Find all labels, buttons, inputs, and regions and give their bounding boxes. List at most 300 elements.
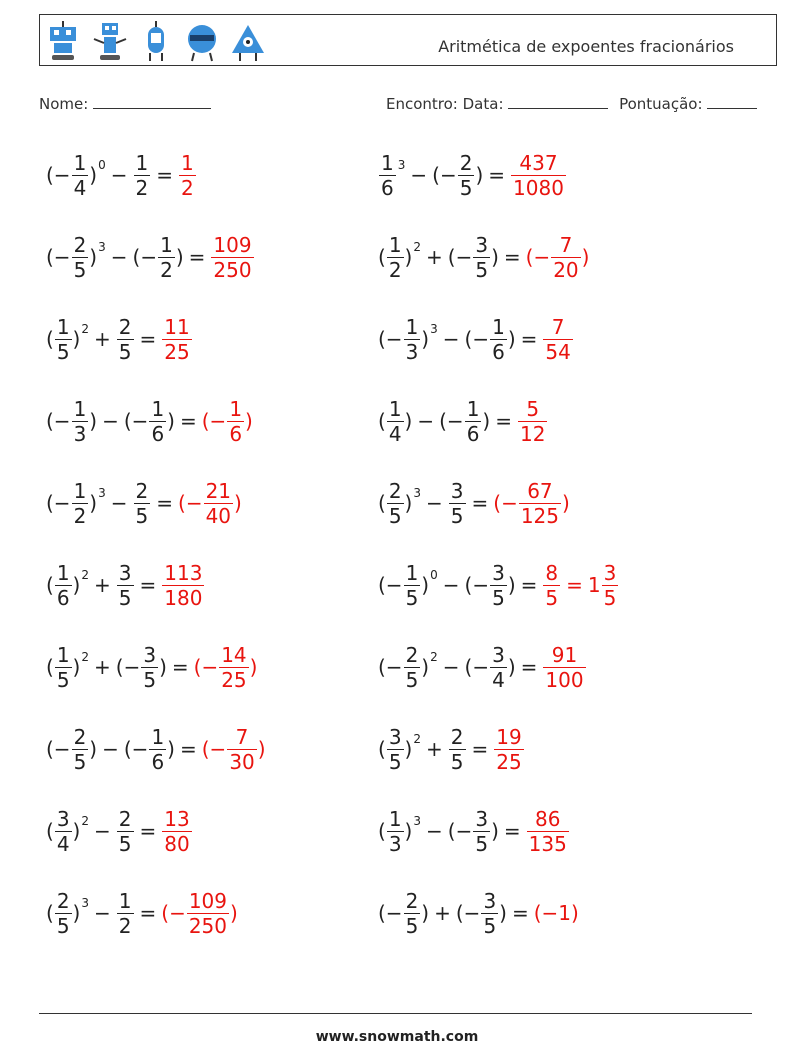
numerator: 109 [188,888,228,913]
equals-sign: = [179,737,197,761]
denominator: 5 [450,503,464,528]
paren-open: (− [201,737,227,761]
numerator: 7 [559,232,573,257]
denominator: 5 [483,913,497,938]
denominator: 5 [73,257,87,282]
denominator: 5 [388,503,402,528]
paren-open: (− [464,327,490,351]
problem-7 [46,393,253,449]
paren-close: ) [167,409,175,433]
paren-close: ) [89,409,98,433]
fraction [158,233,175,282]
paren-close: ) [234,491,242,515]
denominator: 5 [56,913,70,938]
fraction [404,561,421,610]
fraction [179,151,196,200]
paren-close: ) [159,655,167,679]
fraction [72,233,89,282]
paren-open: (− [46,737,71,761]
denominator: 80 [164,831,190,856]
fraction [134,151,151,200]
exponent: 2 [81,568,89,582]
paren-close: ) [421,901,430,925]
answer [178,479,242,528]
problem-16 [378,721,525,777]
numerator: 2 [135,478,149,503]
denominator: 6 [229,421,243,446]
fraction [227,725,256,774]
paren-open: (− [455,901,481,925]
denominator: 4 [73,175,87,200]
fraction [465,397,482,446]
paren-open: (− [378,901,403,925]
exponent: 3 [98,486,106,500]
denominator: 5 [603,585,617,610]
fraction [473,807,490,856]
denominator: 5 [405,585,419,610]
problem-19 [46,885,238,941]
problem-20 [378,885,579,941]
numerator: 1 [73,396,87,421]
fraction [387,725,404,774]
numerator: 1 [73,150,87,175]
paren-open: (− [447,819,473,843]
paren-close: ) [491,245,499,269]
operator: − [442,573,460,597]
paren-close: ) [89,491,98,515]
denominator: 5 [475,831,489,856]
paren-close: ) [72,901,81,925]
operator: − [426,819,443,843]
numerator: 109 [213,232,252,257]
numerator: 3 [56,806,70,831]
numerator: 14 [221,642,247,667]
fraction [187,889,229,938]
denominator: 250 [213,257,252,282]
problem-1 [46,147,197,203]
equals-sign: = [139,901,157,925]
page-title: Aritmética de expoentes fracionários [438,37,734,56]
problem-10 [378,475,570,531]
numerator: 1 [388,806,402,831]
fraction [72,397,89,446]
paren-open: ( [378,245,386,269]
numerator: 1 [388,396,402,421]
denominator: 4 [56,831,70,856]
problem-15 [46,721,266,777]
operator: − [94,901,111,925]
fraction [551,233,580,282]
fraction [527,807,569,856]
numerator: 2 [405,888,419,913]
paren-close: ) [175,245,184,269]
numerator: 13 [164,806,190,831]
denominator: 5 [405,913,419,938]
fraction [211,233,253,282]
paren-close: ) [72,655,81,679]
denominator: 180 [164,585,203,610]
exponent: 3 [413,814,421,828]
equals-sign: = [503,245,521,269]
fraction [518,397,547,446]
fraction [55,807,72,856]
numerator: 437 [519,150,558,175]
fraction [494,725,523,774]
paren-close: ) [72,819,81,843]
fraction [602,561,619,610]
denominator: 54 [545,339,571,364]
denominator: 6 [466,421,480,446]
numerator: 3 [475,232,489,257]
paren-close: ) [404,409,413,433]
denominator: 5 [459,175,473,200]
paren-close: ) [245,409,253,433]
equals-sign: = [488,163,506,187]
problem-2 [378,147,567,203]
fraction [117,807,134,856]
paren-close: ) [507,327,516,351]
paren-close: ) [167,737,175,761]
fraction [204,479,233,528]
denominator: 5 [475,257,489,282]
fraction [117,889,134,938]
operator: − [417,409,435,433]
numerator: 1 [160,232,173,257]
exponent: 2 [413,240,421,254]
answer [526,807,570,856]
numerator: 3 [483,888,497,913]
equals-sign: = [179,409,197,433]
numerator: 3 [450,478,464,503]
paren-open: (− [161,901,186,925]
paren-open: (− [464,655,490,679]
fraction [490,643,507,692]
paren-close: ) [562,491,570,515]
denominator: 5 [405,667,419,692]
denominator: 5 [118,339,132,364]
numerator: 21 [205,478,232,503]
denominator: 5 [450,749,464,774]
denominator: 2 [388,257,402,282]
exponent: 0 [430,568,438,582]
problem-14 [378,639,587,695]
paren-close: ) [230,901,238,925]
denominator: 20 [553,257,579,282]
denominator: 2 [181,175,194,200]
answer [510,151,567,200]
numerator: 7 [551,314,565,339]
denominator: 3 [388,831,402,856]
numerator: 1 [118,888,132,913]
denominator: 5 [56,339,70,364]
operator: + [94,327,111,351]
answer [161,561,205,610]
fraction [449,479,466,528]
answer [526,233,590,282]
answer [542,643,586,692]
equals-sign: = [520,655,538,679]
denominator: 5 [388,749,402,774]
paren-close: ) [421,573,430,597]
fraction [219,643,248,692]
numerator: 1 [56,642,70,667]
numerator: 1 [405,560,419,585]
fraction [149,725,166,774]
denominator: 25 [221,667,247,692]
paren-close: ) [421,327,430,351]
numerator: 3 [475,806,489,831]
fraction [387,807,404,856]
denominator: 2 [135,175,149,200]
numerator: 1 [56,314,70,339]
problem-4 [378,229,589,285]
equals-sign: = [139,327,157,351]
problem-12 [378,557,619,613]
denominator: 5 [492,585,505,610]
paren-close: ) [507,573,516,597]
numerator: 11 [164,314,190,339]
denominator: 12 [520,421,546,446]
numerator: 3 [118,560,132,585]
problem-11 [46,557,205,613]
operator: − [442,655,460,679]
fraction [543,315,572,364]
numerator: 67 [527,478,553,503]
fraction [72,151,89,200]
equals-sign: = [156,491,174,515]
numerator: 1 [151,724,165,749]
operator: − [110,245,128,269]
numerator: 3 [143,642,157,667]
numerator: 3 [492,642,505,667]
paren-close: ) [89,163,98,187]
fraction [490,315,507,364]
fraction [404,315,421,364]
paren-close: ) [499,901,507,925]
whole-part: 1 [587,573,601,597]
denominator: 3 [73,421,87,446]
equals-sign: = [171,655,189,679]
numerator: 2 [73,724,87,749]
paren-open: (− [193,655,219,679]
denominator: 25 [164,339,190,364]
denominator: 6 [151,421,165,446]
fraction [55,315,72,364]
denominator: 5 [545,585,559,610]
numerator: 8 [545,560,559,585]
denominator: 2 [160,257,173,282]
numerator: 113 [164,560,203,585]
exponent: 3 [397,158,406,172]
score-label: Pontuação: [619,95,703,113]
equals-sign: = [511,901,529,925]
numerator: 1 [151,396,165,421]
paren-close: ) [482,409,491,433]
denominator: 6 [381,175,394,200]
paren-open: (− [123,409,149,433]
paren-close: ) [404,819,413,843]
denominator: 25 [496,749,522,774]
paren-open: (− [378,573,403,597]
numerator: 1 [492,314,505,339]
numerator: 2 [118,806,132,831]
paren-open: ( [378,737,386,761]
fraction [543,643,585,692]
paren-open: ( [46,901,54,925]
encounter-label: Encontro: Data: [386,95,504,113]
paren-close: ) [507,655,516,679]
footer-site: www.snowmath.com [315,1029,479,1045]
answer [542,315,573,364]
equals-sign: = [503,819,521,843]
operator: − [102,409,119,433]
paren-open: (− [178,491,203,515]
numerator: 1 [56,560,70,585]
denominator: 125 [520,503,560,528]
fraction [379,151,396,200]
fraction [55,889,72,938]
numerator: 2 [450,724,464,749]
denominator: 3 [405,339,419,364]
equals-sign: = [495,409,512,433]
paren-open: (− [46,163,71,187]
paren-close: ) [404,245,413,269]
fraction [490,561,507,610]
operator: − [426,491,443,515]
answer [493,725,524,774]
denominator: 5 [118,831,132,856]
fraction [387,397,404,446]
denominator: 6 [492,339,505,364]
paren-open: (− [46,245,71,269]
fraction [543,561,560,610]
numerator: 1 [229,396,243,421]
paren-open: (− [464,573,490,597]
paren-open: ( [378,491,386,515]
fraction [149,397,166,446]
denominator: 6 [56,585,70,610]
answer [493,479,570,528]
paren-close: ) [404,491,413,515]
equals-sign: = [139,573,157,597]
denominator: 1080 [513,175,564,200]
denominator: 5 [118,585,132,610]
denominator: 5 [135,503,149,528]
paren-open: ( [46,819,54,843]
problem-9 [46,475,242,531]
numerator: 1 [381,150,394,175]
fraction [55,561,72,610]
fraction [141,643,158,692]
fraction [387,479,404,528]
paren-open: (− [432,163,457,187]
problem-3 [46,229,255,285]
operator: + [94,655,111,679]
paren-open: (− [201,409,227,433]
denominator: 40 [205,503,232,528]
operator: − [410,163,428,187]
problem-18 [378,803,570,859]
paren-open: (− [493,491,518,515]
equals-sign: = [156,163,174,187]
fraction [134,479,151,528]
answer [178,151,197,200]
exponent: 2 [81,650,89,664]
exponent: 2 [81,322,89,336]
denominator: 30 [229,749,255,774]
paren-open: (− [447,245,473,269]
fraction [117,315,134,364]
denominator: 4 [388,421,402,446]
denominator: 4 [492,667,505,692]
equals-sign: = [471,737,489,761]
exponent: 3 [98,240,106,254]
denominator: 5 [73,749,87,774]
paren-close: ) [249,655,258,679]
fraction [519,479,561,528]
fraction [162,315,191,364]
problem-8 [378,393,548,449]
answer [194,643,258,692]
numerator: 2 [405,642,419,667]
exponent: 0 [98,158,106,172]
numerator: 2 [56,888,70,913]
fraction [511,151,566,200]
equals-sign: = [520,327,538,351]
numerator: 19 [496,724,522,749]
numerator: 1 [388,232,402,257]
exponent: 2 [430,650,438,664]
fraction [72,479,89,528]
equals-sign: = [520,573,538,597]
answer [161,807,192,856]
operator: = [566,573,583,597]
name-label: Nome: [39,95,89,113]
operator: − [110,491,128,515]
paren-open: (− [132,245,158,269]
numerator: 86 [535,806,561,831]
numerator: 2 [459,150,473,175]
fraction [162,561,204,610]
paren-open: ( [378,409,386,433]
operator: + [94,573,111,597]
numerator: 2 [73,232,87,257]
paren-close: ) [404,737,413,761]
problem-5 [46,311,193,367]
answer [161,889,238,938]
paren-close: ) [581,245,590,269]
paren-open: (− [439,409,464,433]
equals-sign: = [139,819,157,843]
operator: − [110,163,128,187]
fraction [227,397,244,446]
numerator: 3 [492,560,505,585]
paren-open: (− [115,655,141,679]
paren-close: ) [257,737,266,761]
answer [542,561,619,610]
denominator: 5 [143,667,157,692]
numerator: 1 [181,150,194,175]
exponent: 3 [430,322,438,336]
fraction [387,233,404,282]
paren-open: (− [46,491,71,515]
equals-sign: = [188,245,206,269]
equals-sign: = [471,491,489,515]
paren-open: ( [46,573,54,597]
numerator: 5 [526,396,540,421]
denominator: 135 [528,831,567,856]
numerator: 1 [73,478,87,503]
